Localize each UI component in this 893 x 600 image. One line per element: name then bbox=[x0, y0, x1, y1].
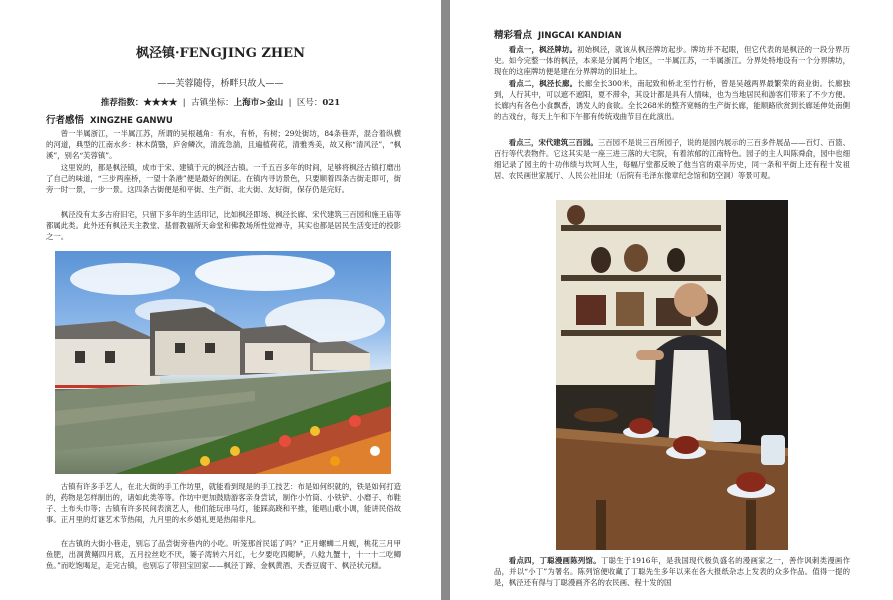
section-heading-kandian bbox=[494, 27, 622, 41]
zip-value: 021 bbox=[322, 98, 341, 108]
craftsman-photo bbox=[556, 200, 788, 550]
highlight-text: 三百园不是说三百所园子，说的是园内展示的三百多件展品——百灯、百篮、百行等代表物件。它这其实是一座三进三落的大宅院，有着浓郁的江南特色。园子的主人叫陈舜俞，园中也细细记录了园主的十功伟绩与坎坷人生，每幅厅堂都反映了他当官的艰辛历史，同一条和平街上还有程十发祖居、农民画世家展厅、人民公社旧址（后院有毛泽东像章纪念馆和防空洞）等景可观。 bbox=[494, 138, 850, 181]
section-en: JINGCAI KANDIAN bbox=[538, 31, 622, 41]
highlight-text: 初始枫泾，就该从枫泾牌坊起步。牌坊并不起眼，但它代表的是枫泾的一段分界历史。如今完整一体的枫泾，本来是分属两个地区，一半属江苏，一半属浙江。分界处特地设有一个分界牌坊，现在的这座牌坊便是建在分界牌坊的旧址上。 bbox=[494, 45, 850, 77]
paragraph: 这里说的，都是枫泾镇，成市于宋、建镇于元的枫泾古镇。一千五百多年的时间，足够将枫泾古镇打磨出了自己的味道，“三步两座桥，一望十条港”便是最好的例证。在镇内寻访景色，只要顺着四条古街走即可，街旁一时一景，一步一景。这四条古街便是和平街、生产街、北大街、友好街，保存仍是完好。 bbox=[46, 163, 401, 195]
left-page bbox=[0, 0, 441, 600]
highlight-paragraph bbox=[494, 44, 850, 77]
coord-label: 古镇坐标： bbox=[191, 98, 234, 108]
highlight-lead: 看点一，枫泾牌坊。 bbox=[508, 45, 578, 54]
recommend-stars: ★★★★ bbox=[143, 98, 178, 108]
section-cn: 行者感悟 bbox=[46, 115, 85, 126]
canal-photo bbox=[55, 251, 391, 474]
highlight-lead: 看点三，宋代建筑三百园。 bbox=[508, 138, 598, 147]
paragraph: 曾一半属浙江，一半属江苏，所谓的吴根越角：有水，有桥，有树；29处街坊，84条巷弄，混合着纵横的河道，典型的江南水乡：林木荫翳，庐舍鳞次，清流急湍，且遍植荷花，清雅秀美，故又称“清风泾”，“枫溪”，别名“芙蓉镇”。 bbox=[46, 129, 401, 161]
coord-value: 上海市>金山 bbox=[233, 98, 284, 108]
section-cn: 精彩看点 bbox=[494, 30, 533, 41]
canal-scene-image bbox=[55, 251, 391, 474]
highlight-paragraph bbox=[494, 555, 850, 588]
section-en: XINGZHE GANWU bbox=[90, 116, 173, 126]
highlight-text: 长廊全长300米，南起致和桥北至竹行桥，曾是吴越两界最繁荣的商业街。长廊独到，人行其中，可以遮不遮阳，夏不滞伞，其设计都是具有人情味，也为当地居民和游客们带来了不少方便。长廊内有各色小食飘香，诱发人的食欲。全长268米的整齐宽畅的生产街长廊，能顺路欣赏到长廊延伸处南側的古戏台，每天上午和下午都有传统戏曲节目在此演出。 bbox=[494, 79, 850, 122]
article-subtitle: ——芙蓉随侍，桥畔只故人—— bbox=[157, 79, 284, 89]
highlight-paragraph bbox=[494, 78, 850, 122]
section-heading-ganwu bbox=[46, 112, 173, 126]
highlight-paragraph bbox=[494, 137, 850, 181]
paragraph: 枫泾没有太多古府旧宅，只留下多年的生活印记，比如枫泾即场、枫泾长廊、宋代建筑三百园和施王庙等都属此类。此外还有枫泾天主教堂、基督教福所天命堂和佛教场所性觉禅寺，其实也都是居民生活变迁的投影之一。 bbox=[46, 210, 401, 242]
highlight-lead: 看点四，丁聪漫画陈列馆。 bbox=[508, 556, 601, 565]
paragraph: 古镇有许多手艺人，在北大街的手工作坊里，就能看到现是的手工技艺：布是如何织就的，铁是如何打造的，药物是怎样制出的，诸如此类等等。作坊中更加鼓励游客亲身尝试，制作小竹筒、小铁铲、小磨子、布鞋子、土布头巾等；古镇有许多民间表演艺人，他们能玩串马灯，能踩高跷和平推，能唱山歌小调，能讲民俗故事。正月里的灯谜艺术节热闹，九月里的水乡婚礼更是热闹非凡。 bbox=[46, 482, 401, 525]
recommend-label: 推荐指数： bbox=[100, 98, 144, 108]
highlight-text: 丁聪生于1916年，是我国现代极负盛名的漫画家之一，善作讽刺类漫画作品，并以“小丁”为署名。陈列馆便收藏了丁聪先生多年以来在各大报纸杂志上发表的众多作品。值得一提的是，枫泾还有得与丁聪漫画齐名的农民画、程十发的国 bbox=[494, 556, 850, 588]
article-title: 枫泾镇·FENGJING ZHEN bbox=[136, 46, 305, 61]
craftsman-scene-image bbox=[556, 200, 788, 550]
meta-line: 推荐指数：★★★★ | 古镇坐标：上海市>金山 | 区号：021 bbox=[100, 98, 341, 108]
paragraph: 在古镇的大街小巷走，别忘了品尝街旁巷内的小吃。听笼那首民谣了吗？“正月螺蛳二月蚬，桃花三月甲鱼肥，出洞黄鳝四月底，五月拉丝吃不厌，篓子湾转六月红，七夕要吃四鳃鲈，八鲶九蟹十，十一十二吃鲫鱼。”而吃饱喝足，走完古镇，也别忘了带回宝回家——枫泾丁蹄、金枫黄酒、天香豆腐干、枫泾状元糕。 bbox=[46, 539, 401, 571]
zip-label: 区号： bbox=[296, 98, 323, 108]
highlight-lead: 看点二，枫泾长廊。 bbox=[508, 79, 578, 88]
